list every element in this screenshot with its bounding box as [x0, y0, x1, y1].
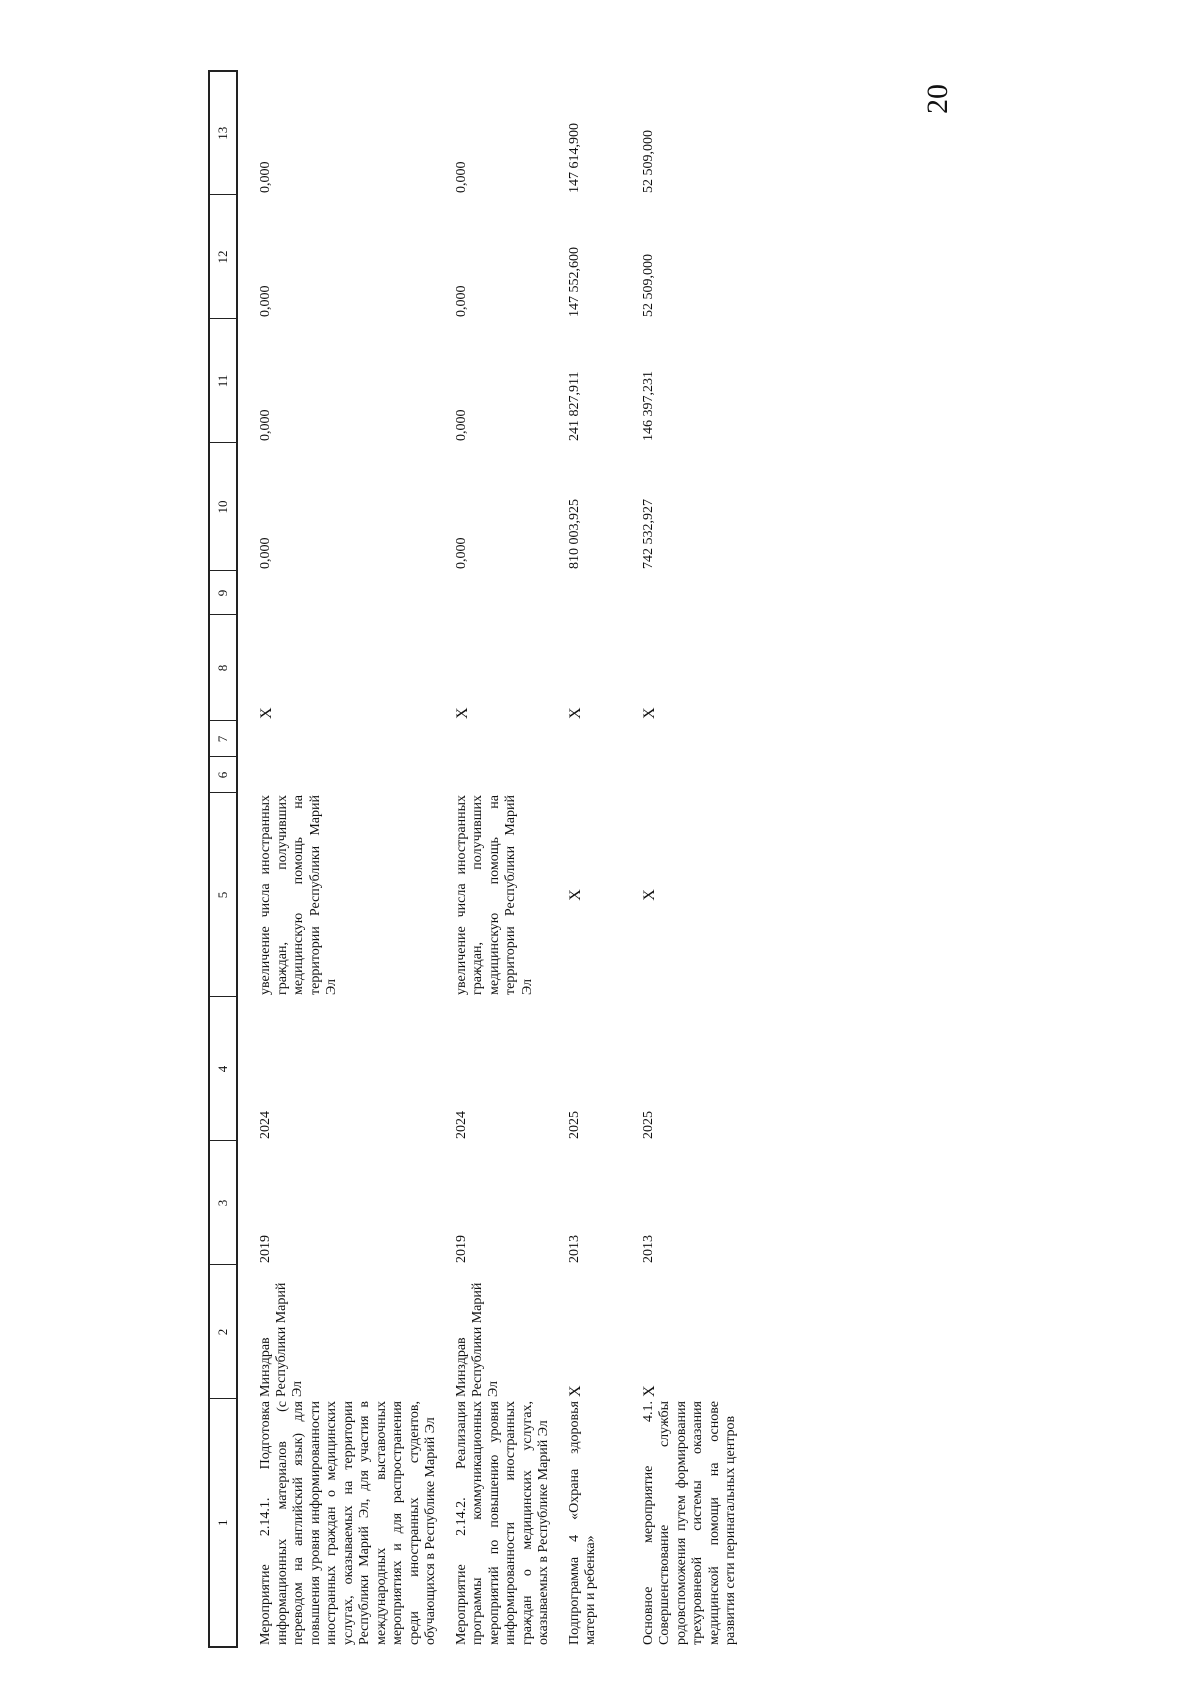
amount-col-11: 241 827,911	[566, 371, 582, 441]
amount-col-10: 0,000	[258, 537, 273, 569]
activity-name: Мероприятие 2.14.1. Подготовка информационных материалов (с переводом на английский язык) для повышения уровня информированности иностранных граждан о медицинских услугах, оказываемых на территории Республики Марий Эл, для участия в международных выставочных мероприятиях и для распространения среди иностранных студентов, обучающихся в Республике Марий Эл	[258, 1401, 439, 1645]
responsible-executor: Минздрав Республики Марий Эл	[453, 1282, 501, 1397]
start-year: 2013	[640, 1235, 656, 1263]
column-number: 5	[209, 793, 237, 997]
column-number: 11	[209, 319, 237, 443]
end-year: 2025	[566, 1111, 582, 1139]
amount-col-12: 0,000	[258, 285, 273, 317]
start-year: 2019	[258, 1235, 273, 1263]
start-year: 2019	[453, 1235, 469, 1263]
cell-8: X	[258, 707, 275, 719]
amount-col-12: 0,000	[453, 285, 469, 317]
cell-7	[553, 721, 627, 757]
main-activity-name: Основное мероприятие 4.1. Совершенствование службы родовспоможения путем формирования трехуровневой системы оказания медицинской помощи на основе развития сети перинатальных центров	[640, 1401, 739, 1645]
cell-7	[237, 721, 440, 757]
amount-col-13: 0,000	[258, 161, 273, 193]
cell-6	[237, 757, 440, 793]
amount-col-13: 147 614,900	[566, 123, 582, 193]
amount-col-10: 810 003,925	[566, 499, 582, 569]
subprogram-name: Подпрограмма 4 «Охрана здоровья матери и ребенка»	[566, 1401, 599, 1645]
column-number: 9	[209, 571, 237, 615]
cell-9	[440, 571, 553, 615]
column-number: 4	[209, 997, 237, 1141]
amount-col-10: 0,000	[453, 537, 469, 569]
amount-col-11: 0,000	[258, 409, 273, 441]
column-number: 1	[209, 1399, 237, 1647]
amount-col-13: 0,000	[453, 161, 469, 193]
cell-9	[553, 571, 627, 615]
column-number: 8	[209, 615, 237, 721]
responsible-executor: X	[640, 1385, 658, 1397]
rotated-table-container	[208, 72, 998, 1648]
end-year: 2024	[258, 1111, 273, 1139]
column-number: 7	[209, 721, 237, 757]
responsible-executor: X	[566, 1385, 584, 1397]
column-number: 6	[209, 757, 237, 793]
amount-col-11: 146 397,231	[640, 371, 656, 441]
table-row	[553, 71, 627, 1647]
column-number-row	[209, 71, 237, 1647]
page-number: 20	[921, 84, 954, 114]
end-year: 2024	[453, 1111, 469, 1139]
cell-7	[627, 721, 821, 757]
cell-7	[440, 721, 553, 757]
column-number: 10	[209, 443, 237, 571]
cell-9	[627, 571, 821, 615]
responsible-executor: Минздрав Республики Марий Эл	[258, 1282, 305, 1397]
column-number: 3	[209, 1141, 237, 1265]
cell-6	[627, 757, 821, 793]
cell-8: X	[566, 707, 584, 719]
amount-col-10: 742 532,927	[640, 499, 656, 569]
column-number: 13	[209, 71, 237, 195]
cell-9	[237, 571, 440, 615]
program-table	[208, 70, 821, 1648]
amount-col-12: 147 552,600	[566, 247, 582, 317]
expected-result: увеличение числа иностранных граждан, получивших медицинскую помощь на территории Республики Марий Эл	[453, 795, 535, 995]
expected-result: X	[640, 889, 658, 901]
cell-8: X	[453, 707, 471, 719]
table-row	[627, 71, 821, 1647]
table-row	[440, 71, 553, 1647]
amount-col-11: 0,000	[453, 409, 469, 441]
expected-result: X	[566, 889, 584, 901]
cell-6	[440, 757, 553, 793]
amount-col-13: 52 509,000	[640, 130, 656, 193]
cell-6	[553, 757, 627, 793]
amount-col-12: 52 509,000	[640, 254, 656, 317]
start-year: 2013	[566, 1235, 582, 1263]
activity-name: Мероприятие 2.14.2. Реализация программы коммуникационных мероприятий по повышению уровня информированности иностранных граждан о медицинских услугах, оказываемых в Республике Марий Эл	[453, 1401, 552, 1645]
end-year: 2025	[640, 1111, 656, 1139]
table-row	[237, 71, 440, 1647]
expected-result: увеличение числа иностранных граждан, получивших медицинскую помощь на территории Республики Марий Эл	[258, 795, 340, 995]
cell-8: X	[640, 707, 658, 719]
column-number: 12	[209, 195, 237, 319]
column-number: 2	[209, 1265, 237, 1399]
